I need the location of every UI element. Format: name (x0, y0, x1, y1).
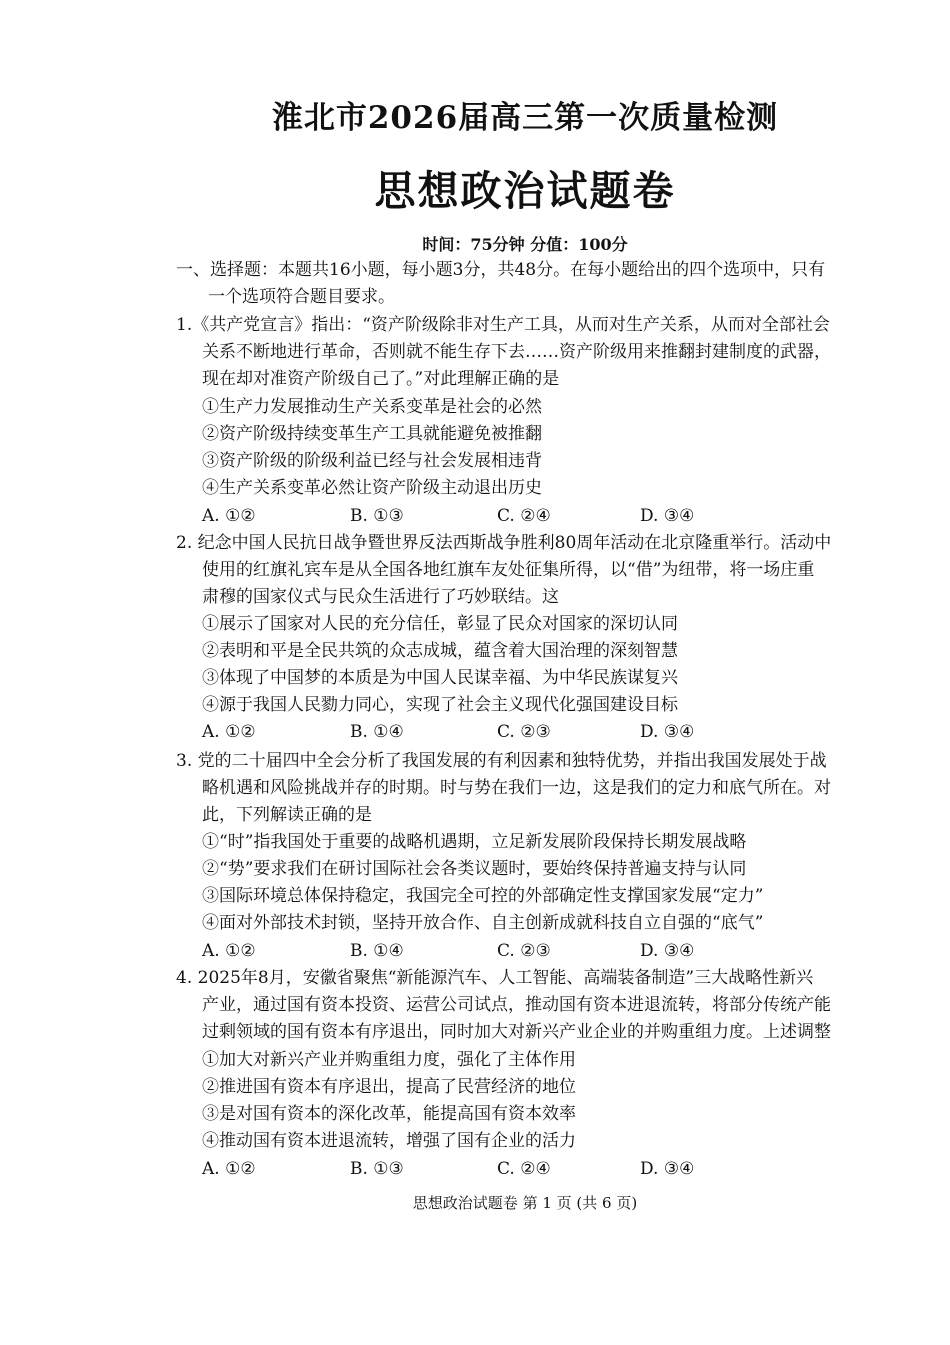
time-and-score: 时间：75分钟 分值：100分 (422, 235, 628, 254)
statement: ③是对国有资本的深化改革，能提高国有资本效率 (202, 1104, 576, 1124)
question-stem-line: 使用的红旗礼宾车是从全国各地红旗车友处征集所得，以“借”为纽带，将一场庄重 (202, 560, 815, 580)
question-stem-line: 1.《共产党宣言》指出：“资产阶级除非对生产工具，从而对生产关系，从而对全部社会 (176, 315, 830, 335)
statement: ④生产关系变革必然让资产阶级主动退出历史 (202, 478, 542, 498)
statement: ②资产阶级持续变革生产工具就能避免被推翻 (202, 424, 542, 444)
option-d: D. ③④ (640, 941, 695, 961)
option-a: A. ①② (202, 1159, 256, 1179)
section-heading-cont: 一个选项符合题目要求。 (208, 287, 395, 307)
exam-name: 淮北市2026届高三第一次质量检测 (271, 100, 779, 136)
statement: ①生产力发展推动生产关系变革是社会的必然 (202, 397, 542, 417)
option-d: D. ③④ (640, 1159, 695, 1179)
statement: ②表明和平是全民共筑的众志成城，蕴含着大国治理的深刻智慧 (202, 641, 678, 661)
option-a: A. ①② (202, 506, 256, 526)
question-stem-line: 略机遇和风险挑战并存的时期。时与势在我们一边，这是我们的定力和底气所在。对 (202, 778, 831, 798)
option-b: B. ①③ (350, 1159, 404, 1179)
statement: ④源于我国人民勠力同心，实现了社会主义现代化强国建设目标 (202, 695, 678, 715)
option-c: C. ②③ (497, 941, 551, 961)
statement: ③体现了中国梦的本质是为中国人民谋幸福、为中华民族谋复兴 (202, 668, 678, 688)
statement: ①“时”指我国处于重要的战略机遇期，立足新发展阶段保持长期发展战略 (202, 832, 747, 852)
question-stem-line: 现在却对准资产阶级自己了。”对此理解正确的是 (202, 369, 560, 389)
statement: ②推进国有资本有序退出，提高了民营经济的地位 (202, 1077, 576, 1097)
question-stem-line: 3. 党的二十届四中全会分析了我国发展的有利因素和独特优势，并指出我国发展处于战 (176, 751, 827, 771)
option-c: C. ②④ (497, 506, 551, 526)
statement: ①加大对新兴产业并购重组力度，强化了主体作用 (202, 1050, 576, 1070)
question-stem-line: 产业，通过国有资本投资、运营公司试点，推动国有资本进退流转，将部分传统产能 (202, 995, 831, 1015)
option-c: C. ②③ (497, 722, 551, 742)
option-d: D. ③④ (640, 722, 695, 742)
statement: ③资产阶级的阶级利益已经与社会发展相违背 (202, 451, 542, 471)
page-footer: 思想政治试题卷 第 1 页 (共 6 页) (412, 1194, 638, 1212)
statement: ④面对外部技术封锁，坚持开放合作、自主创新成就科技自立自强的“底气” (202, 913, 764, 933)
question-stem-line: 2. 纪念中国人民抗日战争暨世界反法西斯战争胜利80周年活动在北京隆重举行。活动中 (176, 533, 832, 553)
question-stem-line: 4. 2025年8月，安徽省聚焦“新能源汽车、人工智能、高端装备制造”三大战略性新兴 (176, 968, 814, 988)
question-stem-line: 关系不断地进行革命，否则就不能生存下去……资产阶级用来推翻封建制度的武器， (202, 342, 831, 362)
option-d: D. ③④ (640, 506, 695, 526)
statement: ③国际环境总体保持稳定，我国完全可控的外部确定性支撑国家发展“定力” (202, 886, 764, 906)
question-stem-line: 过剩领域的国有资本有序退出，同时加大对新兴产业企业的并购重组力度。上述调整 (202, 1022, 831, 1042)
question-stem-line: 肃穆的国家仪式与民众生活进行了巧妙联结。这 (202, 587, 559, 607)
section-heading: 一、选择题：本题共16小题，每小题3分，共48分。在每小题给出的四个选项中，只有 (176, 260, 826, 280)
option-a: A. ①② (202, 722, 256, 742)
statement: ②“势”要求我们在研讨国际社会各类议题时，要始终保持普遍支持与认同 (202, 859, 747, 879)
option-b: B. ①③ (350, 506, 404, 526)
option-b: B. ①④ (350, 722, 404, 742)
statement: ④推动国有资本进退流转，增强了国有企业的活力 (202, 1131, 576, 1151)
option-c: C. ②④ (497, 1159, 551, 1179)
statement: ①展示了国家对人民的充分信任，彰显了民众对国家的深切认同 (202, 614, 678, 634)
option-a: A. ①② (202, 941, 256, 961)
option-b: B. ①④ (350, 941, 404, 961)
question-stem-line: 此，下列解读正确的是 (202, 805, 372, 825)
paper-title: 思想政治试题卷 (374, 167, 676, 215)
